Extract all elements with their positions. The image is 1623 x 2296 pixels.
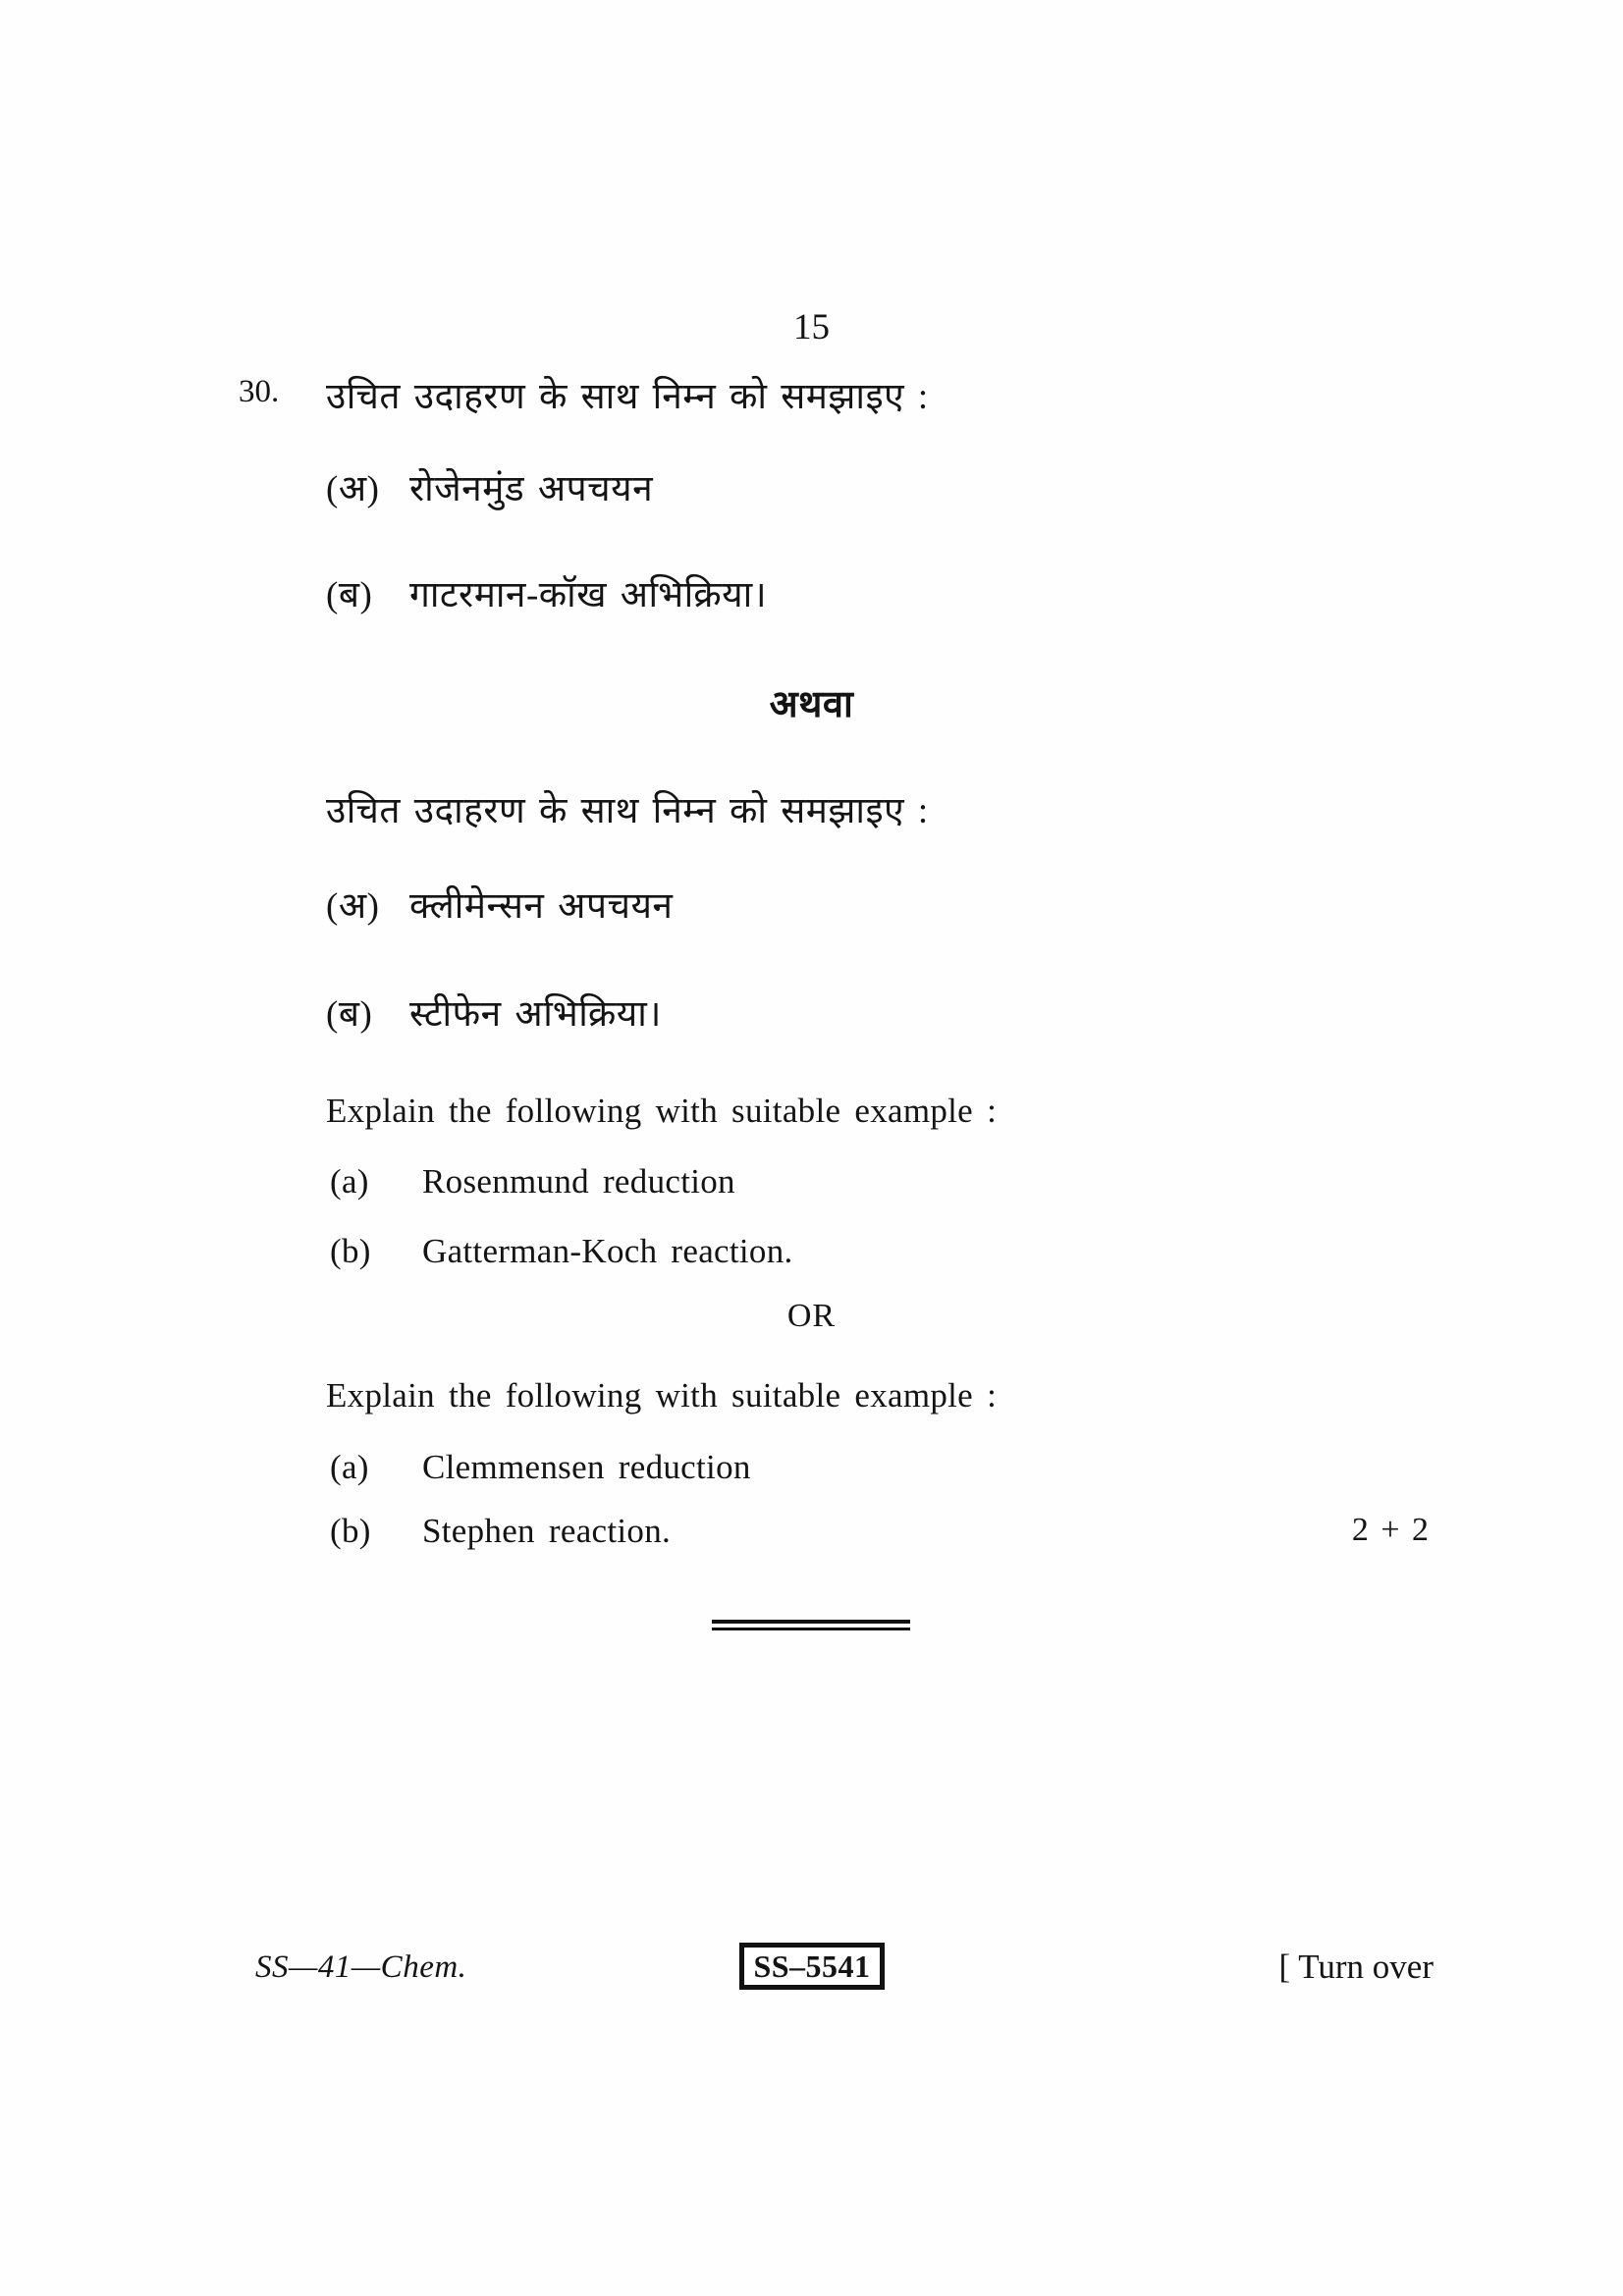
hindi-alt-intro: उचित उदाहरण के साथ निम्न को समझाइए :: [326, 791, 929, 831]
english-intro: Explain the following with suitable example :: [326, 1092, 998, 1130]
hindi-or-separator: अथवा: [769, 684, 854, 725]
question-number: 30.: [239, 374, 280, 409]
english-alt-item-a-label: (a): [330, 1448, 369, 1486]
english-item-b-label: (b): [330, 1232, 371, 1270]
english-item-a-label: (a): [330, 1162, 369, 1201]
english-alt-item-b-text: Stephen reaction.: [422, 1512, 672, 1550]
marks-allocation: 2 + 2: [1351, 1512, 1429, 1548]
english-alt-item-a-text: Clemmensen reduction: [422, 1448, 751, 1486]
end-of-question-rule: [712, 1620, 910, 1630]
hindi-item-b-text: गाटरमान-कॉख अभिक्रिया।: [409, 575, 768, 615]
footer-booklet-code-badge: SS–5541: [739, 1943, 885, 1990]
hindi-item-a-label: (अ): [326, 469, 380, 509]
english-or-separator: OR: [786, 1298, 837, 1334]
english-alt-item-b-label: (b): [330, 1512, 371, 1550]
english-alt-intro: Explain the following with suitable example :: [326, 1376, 998, 1415]
english-item-a-text: Rosenmund reduction: [422, 1162, 735, 1201]
page-number: 15: [793, 307, 830, 347]
hindi-alt-item-a-label: (अ): [326, 886, 380, 927]
hindi-item-b-label: (ब): [326, 575, 373, 615]
hindi-intro: उचित उदाहरण के साथ निम्न को समझाइए :: [326, 377, 929, 417]
hindi-alt-item-b-label: (ब): [326, 994, 373, 1035]
footer-paper-code: SS—41—Chem.: [255, 1949, 467, 1985]
turn-over-note: [ Turn over: [1278, 1948, 1434, 1986]
hindi-alt-item-a-text: क्लीमेन्सन अपचयन: [409, 886, 674, 927]
english-item-b-text: Gatterman-Koch reaction.: [422, 1232, 793, 1270]
hindi-item-a-text: रोजेनमुंड अपचयन: [409, 469, 654, 509]
hindi-alt-item-b-text: स्टीफेन अभिक्रिया।: [409, 994, 662, 1035]
